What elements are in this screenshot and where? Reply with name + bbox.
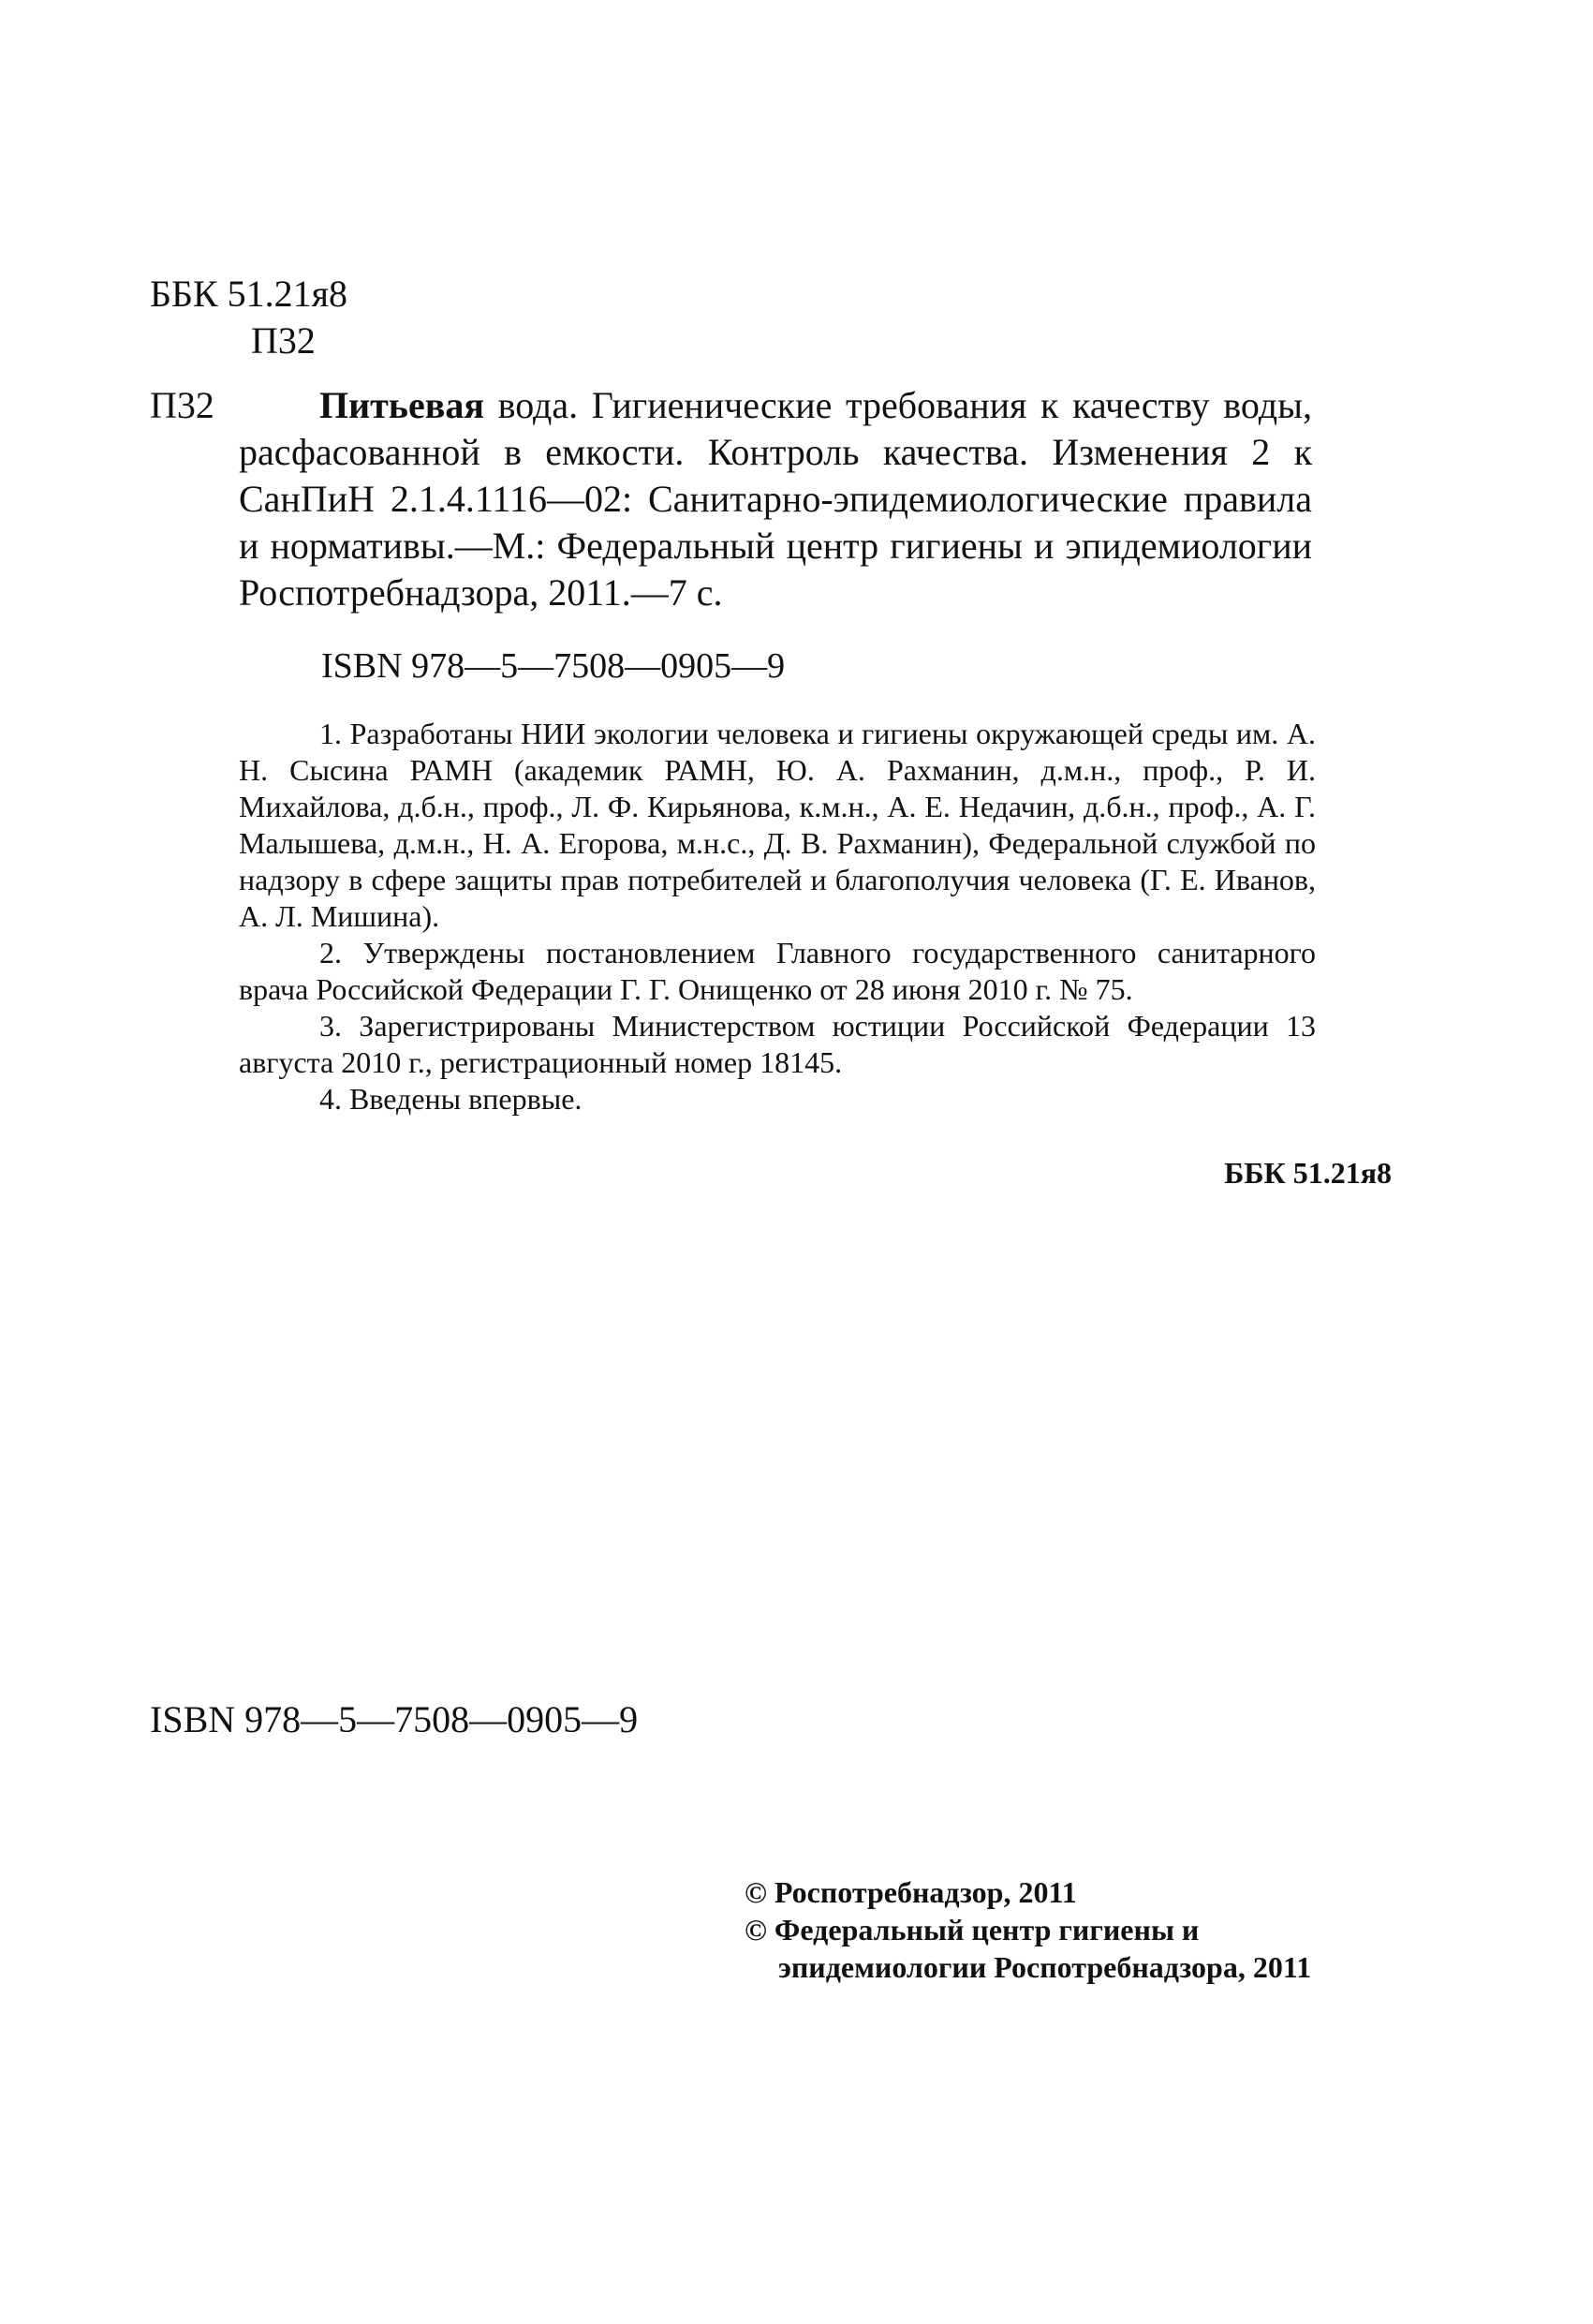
credit-item-registered: 3. Зарегистрированы Министерством юстиции Российской Федерации 13 августа 2010 г., регистрационный номер 18145. (239, 1009, 1316, 1079)
copyright-line-federal-center: © Федеральный центр гигиены и (745, 1913, 1200, 1947)
copyright-line-federal-center-cont: эпидемиологии Роспотребнадзора, 2011 (778, 1950, 1312, 1984)
bibliographic-annotation (239, 382, 1312, 616)
isbn-bottom: ISBN 978—5—7508—0905—9 (150, 1698, 639, 1740)
bbk-code-header: ББК 51.21я8 (150, 273, 348, 315)
author-mark-annotation: П32 (150, 384, 214, 426)
copyright-line-rospotrebnadzor: © Роспотребнадзор, 2011 (745, 1875, 1077, 1909)
copyright-block (745, 1873, 1400, 1986)
author-mark-header: П32 (251, 319, 316, 362)
bbk-code-right: ББК 51.21я8 (1224, 1156, 1392, 1190)
credits-block (239, 716, 1316, 1118)
annotation-title: Питьевая (319, 384, 484, 426)
credit-item-introduced: 4. Введены впервые. (319, 1082, 583, 1116)
credit-item-approved: 2. Утверждены постановлением Главного государственного санитарного врача Российской Федерации Г. Г. Онищенко от 28 июня 2010 г. № 75. (239, 936, 1316, 1006)
annotation-text: вода. Гигиенические требования к качеству воды, расфасованной в емкости. Контроль качества. Изменения 2 к СанПиН 2.1.4.1116—02: Санитарно-эпидемиологические правила и нормативы.—М.: Федеральный центр гигиены и эпидемиологии Роспотребнадзора, 2011.—7 с. (239, 384, 1312, 614)
isbn-annotation: ISBN 978—5—7508—0905—9 (321, 646, 786, 686)
credit-item-developed: 1. Разработаны НИИ экологии человека и гигиены окружающей среды им. А. Н. Сысина РАМН (академик РАМН, Ю. А. Рахманин, д.м.н., проф., Р. И. Михайлова, д.б.н., проф., Л. Ф. Кирьянова, к.м.н., А. Е. Недачин, д.б.н., проф., А. Г. Малышева, д.м.н., Н. А. Егорова, м.н.с., Д. В. Рахманин), Федеральной службой по надзору в сфере защиты прав потребителей и благополучия человека (Г. Е. Иванов, А. Л. Мишина). (239, 717, 1316, 933)
